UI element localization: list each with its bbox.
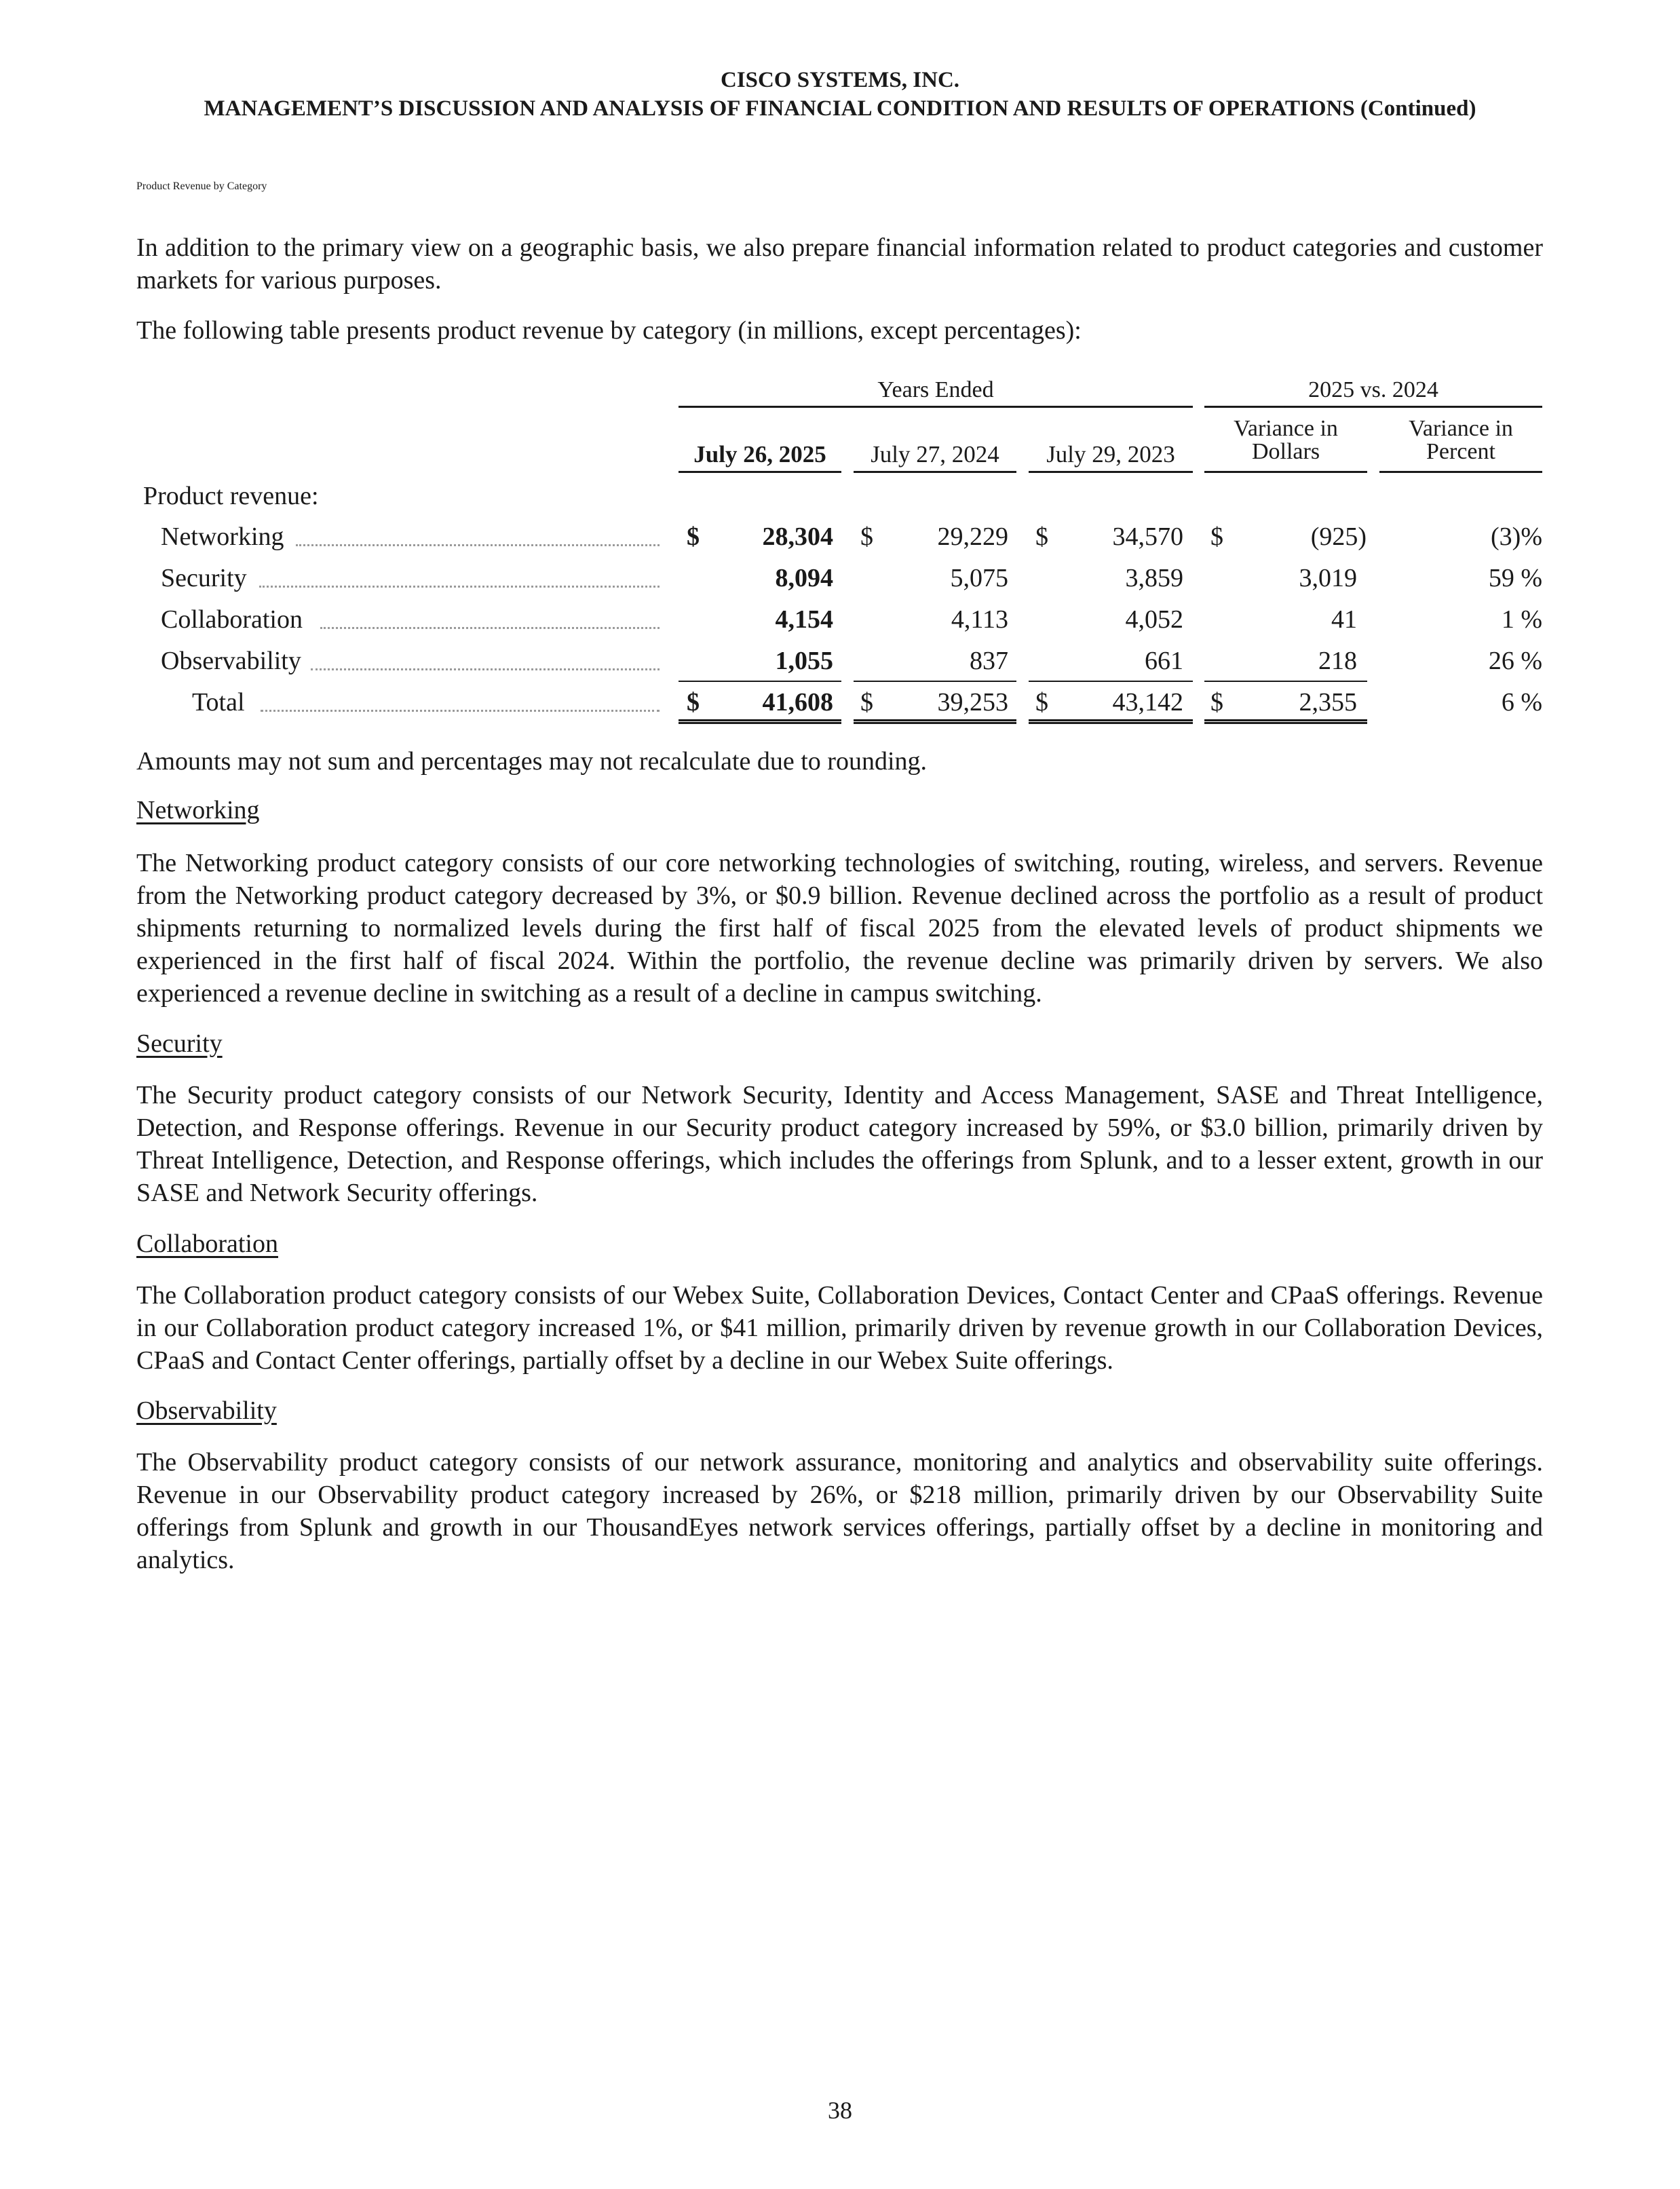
col-header-var-dollars-line2: Dollars xyxy=(1251,439,1320,464)
total-2025: 41,608 xyxy=(762,688,833,717)
total-2023: 43,142 xyxy=(1112,688,1183,717)
variance-dollars: 3,019 xyxy=(1299,564,1357,592)
group-header-years: Years Ended xyxy=(877,377,994,402)
variance-percent: 1 % xyxy=(1501,605,1542,634)
variance-percent: 26 % xyxy=(1488,647,1542,675)
total-double-rule-2025 xyxy=(679,719,841,724)
security-section xyxy=(136,1079,1543,1209)
currency-symbol: $ xyxy=(687,688,700,717)
currency-symbol: $ xyxy=(860,688,873,717)
page-number: 38 xyxy=(828,2097,852,2124)
company-name: CISCO SYSTEMS, INC. xyxy=(720,68,960,92)
observability-text: The Observability product category consists of our network assurance, monitoring and analytics and observability suite offerings. Revenue in our Observability product category increased by 26%, or $218 million, primarily driven by our Observability Suite offerings from Splunk and growth in our ThousandEyes network services offerings, partially offset by a decline in monitoring and analytics. xyxy=(136,1448,1543,1574)
variance-dollars: 41 xyxy=(1331,605,1357,634)
value-2024: 837 xyxy=(970,647,1008,675)
value-2025: 28,304 xyxy=(762,522,833,551)
value-2025: 4,154 xyxy=(775,605,833,634)
currency-symbol: $ xyxy=(860,522,873,551)
col-header-var-percent xyxy=(1379,417,1542,463)
intro-paragraph xyxy=(136,231,1543,297)
value-2023: 661 xyxy=(1145,647,1183,675)
subtotal-rule-2023 xyxy=(1029,681,1193,682)
collaboration-section xyxy=(136,1279,1543,1377)
dot-leader xyxy=(320,627,660,629)
subtotal-rule-var-dollars xyxy=(1204,681,1367,682)
value-2024: 4,113 xyxy=(951,605,1008,634)
value-2023: 4,052 xyxy=(1125,605,1183,634)
row-label: Networking xyxy=(161,522,284,551)
currency-symbol: $ xyxy=(1210,688,1223,717)
total-variance-percent: 6 % xyxy=(1501,688,1542,717)
col-header-var-dollars xyxy=(1204,417,1367,463)
col-rule-var-percent xyxy=(1379,471,1542,473)
group-rule-variance xyxy=(1204,406,1542,408)
variance-percent: 59 % xyxy=(1488,564,1542,592)
col-header-var-percent-line2: Percent xyxy=(1426,439,1495,464)
document-subtitle: MANAGEMENT’S DISCUSSION AND ANALYSIS OF FINANCIAL CONDITION AND RESULTS OF OPERATIONS (Continued) xyxy=(204,96,1476,121)
dot-leader xyxy=(296,544,660,546)
intro-text: In addition to the primary view on a geographic basis, we also prepare financial information related to product categories and customer markets for various purposes. xyxy=(136,233,1543,294)
networking-text: The Networking product category consists of our core networking technologies of switching, routing, wireless, and servers. Revenue from the Networking product category decreased by 3%, or $0.9 billion. Revenue declined across the portfolio as a result of product shipments returning to normalized levels during the first half of fiscal 2025 from the elevated levels of product shipments we experienced in the first half of fiscal 2024. Within the portfolio, the revenue decline was primarily driven by servers. We also experienced a revenue decline in switching as a result of a decline in campus switching. xyxy=(136,849,1543,1008)
rounding-note: Amounts may not sum and percentages may not recalculate due to rounding. xyxy=(136,747,928,776)
group-header-variance: 2025 vs. 2024 xyxy=(1308,377,1438,402)
value-2024: 29,229 xyxy=(937,522,1008,551)
subtotal-rule-2024 xyxy=(854,681,1016,682)
subtotal-rule-2025 xyxy=(679,681,841,682)
variance-dollars: (925) xyxy=(1310,522,1367,551)
row-label: Collaboration xyxy=(161,605,303,634)
total-double-rule-var-dollars xyxy=(1204,719,1367,724)
value-2025: 8,094 xyxy=(775,564,833,592)
col-rule-2025 xyxy=(679,471,841,473)
product-revenue-label: Product revenue: xyxy=(143,482,319,510)
col-header-2024: July 27, 2024 xyxy=(871,441,999,468)
collaboration-heading: Collaboration xyxy=(136,1230,278,1258)
security-text: The Security product category consists of our Network Security, Identity and Access Management, SASE and Threat Intelligence, Detection, and Response offerings. Revenue in our Security product category increased by 59%, or $3.0 billion, primarily driven by Threat Intelligence, Detection, and Response offerings, which includes the offerings from Splunk, and to a lesser extent, growth in our SASE and Network Security offerings. xyxy=(136,1081,1543,1207)
collaboration-text: The Collaboration product category consists of our Webex Suite, Collaboration Devices, Contact Center and CPaaS offerings. Revenue in our Collaboration product category increased 1%, or $41 million, primarily driven by revenue growth in our Collaboration Devices, CPaaS and Contact Center offerings, partially offset by a decline in our Webex Suite offerings. xyxy=(136,1281,1543,1375)
security-heading: Security xyxy=(136,1029,223,1058)
value-2024: 5,075 xyxy=(950,564,1008,592)
row-label: Observability xyxy=(161,647,301,675)
table-intro-text: The following table presents product revenue by category (in millions, except percentages): xyxy=(136,316,1082,345)
total-double-rule-2023 xyxy=(1029,719,1193,724)
group-rule-years xyxy=(679,406,1193,408)
dot-leader xyxy=(259,586,660,588)
col-header-2023: July 29, 2023 xyxy=(1046,441,1175,468)
currency-symbol: $ xyxy=(687,522,700,551)
currency-symbol: $ xyxy=(1035,688,1048,717)
col-header-var-dollars-line1: Variance in xyxy=(1234,416,1338,441)
col-header-var-percent-line1: Variance in xyxy=(1409,416,1513,441)
row-label: Security xyxy=(161,564,247,592)
value-2023: 34,570 xyxy=(1112,522,1183,551)
observability-heading: Observability xyxy=(136,1396,277,1425)
currency-symbol: $ xyxy=(1210,522,1223,551)
section-title: Product Revenue by Category xyxy=(136,180,267,192)
variance-percent: (3)% xyxy=(1491,522,1542,551)
networking-section xyxy=(136,847,1543,1010)
networking-heading: Networking xyxy=(136,796,260,824)
currency-symbol: $ xyxy=(1035,522,1048,551)
dot-leader xyxy=(311,668,660,670)
total-double-rule-2024 xyxy=(854,719,1016,724)
total-variance-dollars: 2,355 xyxy=(1299,688,1357,717)
value-2025: 1,055 xyxy=(775,647,833,675)
total-label: Total xyxy=(192,688,245,717)
col-rule-2024 xyxy=(854,471,1016,473)
observability-section xyxy=(136,1446,1543,1576)
total-2024: 39,253 xyxy=(937,688,1008,717)
value-2023: 3,859 xyxy=(1125,564,1183,592)
col-header-2025: July 26, 2025 xyxy=(693,441,826,468)
col-rule-2023 xyxy=(1029,471,1193,473)
col-rule-var-dollars xyxy=(1204,471,1367,473)
table-intro xyxy=(136,314,1543,347)
variance-dollars: 218 xyxy=(1318,647,1357,675)
dot-leader xyxy=(261,710,660,712)
